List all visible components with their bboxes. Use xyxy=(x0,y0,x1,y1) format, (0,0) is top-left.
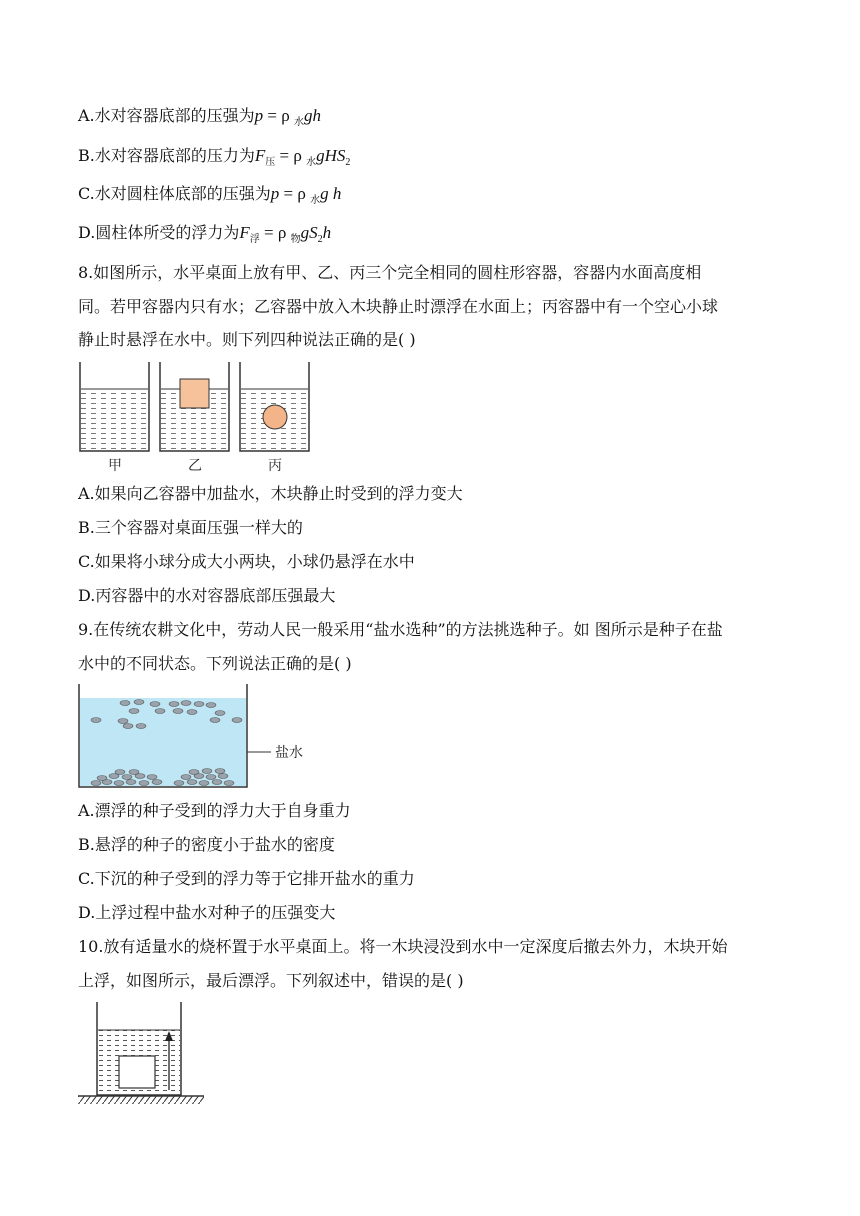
wood-block xyxy=(180,379,209,408)
q9-option-c: C.下沉的种子受到的浮力等于它排开盐水的重力 xyxy=(78,869,415,888)
label-yi: 乙 xyxy=(188,458,202,474)
q8-option-c: C.如果将小球分成大小两块，小球仍悬浮在水中 xyxy=(78,552,415,571)
q8-option-d: D.丙容器中的水对容器底部压强最大 xyxy=(78,586,336,605)
container-bing xyxy=(240,362,309,451)
container-jia xyxy=(80,362,149,451)
saltwater-label: 盐水 xyxy=(275,745,303,761)
q9-option-a: A.漂浮的种子受到的浮力大于自身重力 xyxy=(78,801,351,820)
q7-option-c-formula: p = ρ $_水$g h xyxy=(270,184,342,206)
q7-option-b-formula: $F_压 = \rho$ $_水$gHS$_2$ xyxy=(254,146,351,168)
q7-option-c xyxy=(78,184,341,211)
q8-stem-line-2: 同。若甲容器内只有水；乙容器中放入木块静止时漂浮在水面上；丙容器中有一个空心小球 xyxy=(78,297,719,316)
q9-stem-line-2: 水中的不同状态。下列说法正确的是( ) xyxy=(78,654,352,673)
rising-wood-block xyxy=(119,1056,155,1088)
label-bing: 丙 xyxy=(268,458,282,474)
q8-option-a: A.如果向乙容器中加盐水，木块静止时受到的浮力变大 xyxy=(78,484,463,503)
table-surface-hatch xyxy=(78,1096,204,1104)
q9-stem-line-1: 9.在传统农耕文化中，劳动人民一般采用“盐水选种”的方法挑选种子。如 图所示是种子在盐 xyxy=(78,620,723,639)
q7-option-d-formula: $F_浮 = \rho$ $_物gS_2h$ xyxy=(239,223,332,245)
container-yi xyxy=(160,362,229,451)
q9-seed-figure xyxy=(74,684,314,792)
q10-beaker-figure xyxy=(74,998,214,1108)
q7-option-a-formula: p = ρ $_水$gh xyxy=(254,106,321,128)
q10-stem-line-2: 上浮，如图所示，最后漂浮。下列叙述中，错误的是( ) xyxy=(78,971,464,990)
q7-option-d xyxy=(78,223,331,250)
q7-option-b-text: B.水对容器底部的压力为 xyxy=(78,146,255,165)
q7-option-b xyxy=(78,146,350,173)
q10-stem-line-1: 10.放有适量水的烧杯置于水平桌面上。将一木块浸没到水中一定深度后撤去外力，木块开始 xyxy=(78,937,728,956)
q8-stem-line-3: 静止时悬浮在水中。则下列四种说法正确的是( ) xyxy=(78,330,416,349)
q7-option-a-text: A.水对容器底部的压强为 xyxy=(78,106,255,125)
q7-option-a xyxy=(78,106,321,133)
q8-option-b: B.三个容器对桌面压强一样大的 xyxy=(78,518,303,537)
hollow-ball xyxy=(263,405,287,429)
q8-containers-figure xyxy=(70,356,330,478)
q8-stem-line-1: 8.如图所示，水平桌面上放有甲、乙、丙三个完全相同的圆柱形容器，容器内水面高度相 xyxy=(78,263,702,282)
q9-option-b: B.悬浮的种子的密度小于盐水的密度 xyxy=(78,835,335,854)
q7-option-c-text: C.水对圆柱体底部的压强为 xyxy=(78,184,271,203)
q7-option-d-text: D.圆柱体所受的浮力为 xyxy=(78,223,240,242)
label-jia: 甲 xyxy=(108,458,122,474)
q9-option-d: D.上浮过程中盐水对种子的压强变大 xyxy=(78,903,336,922)
